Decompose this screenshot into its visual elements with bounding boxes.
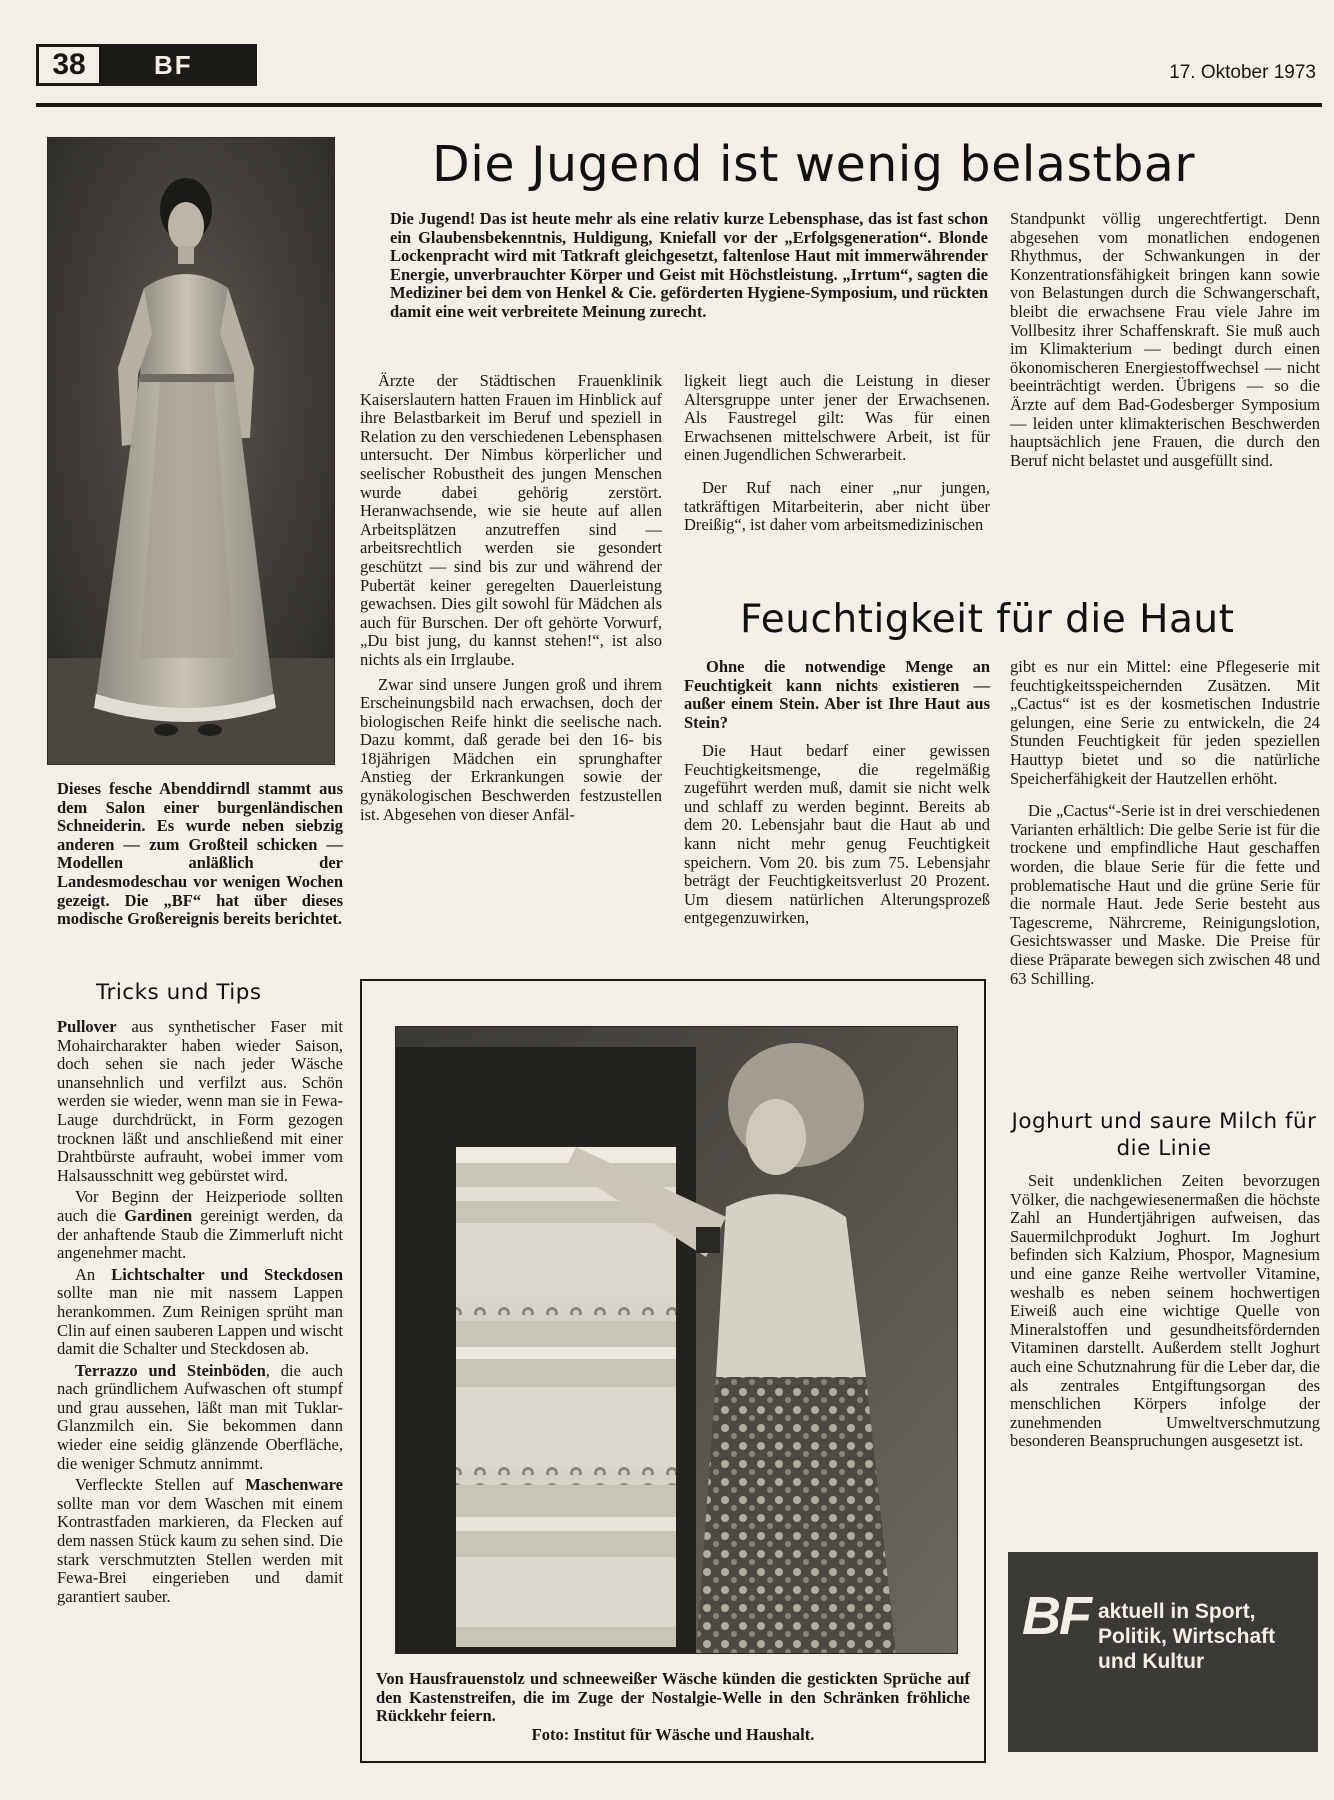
article2-paragraph: Die Haut bedarf einer gewissen Feuchtigkeitsmenge, die regelmäßig zugeführt werden muß, damit sie nicht welk und schlaff zu werden beginnt. Bereits ab dem 20. Lebensjahr baut die Haut ab und kann nicht mehr genug Feuchtigkeit speichern. Vom 20. bis zum 75. Lebensjahr beträgt der Feuchtigkeitsverlust 20 Prozent. Um diesem natürlichen Alterungsprozeß entgegenzuwirken, (684, 741, 990, 928)
bf-advert-box (1008, 1552, 1318, 1752)
article1-paragraph: Ärzte der Städtischen Frauenklinik Kaiserslautern hatten Frauen im Hinblick auf ihre Belastbarkeit im Beruf und speziell in Relation zu den verschiedenen Lebensphasen untersucht. Der Nimbus körperlicher und seelischer Robustheit des jungen Menschen wurde dabei gehörig zerstört. Heranwachsende, wie sie heute auf allen Arbeitsplätzen anzutreffen sind — arbeitsrechtlich werden sie gesondert geschützt — sind bis zur und während der Pubertät keiner geregelten Dauerleistung gewachsen. Dies gilt sowohl für Mädchen als auch für Burschen. Der oft gehörte Vorwurf, „Du bist jung, du kannst stehen!“, ist also nichts als ein Irrglaube. (360, 371, 662, 669)
article1-paragraph: Der Ruf nach einer „nur jungen, tatkräftigen Mitarbeiterin, aber nicht über Dreißig“, ist daher vom arbeitsmedizinischen (684, 477, 990, 535)
article1-column-2 (684, 372, 990, 538)
tip-text: sollte man vor dem Waschen mit einem Kontrastfaden markieren, da Flecken auf dem nassen Stück kaum zu sehen sind. Die stark verschmutzten Stellen werden mit Fewa-Brei eingerieben und damit garantiert sauber. (57, 1493, 343, 1606)
article2-paragraph: gibt es nur ein Mittel: eine Pflegeserie mit feuchtigkeitsspeichernden Zusätzen. Mit „Cactus“ ist es der kosmetischen Industrie gelungen, eine Serie zu entwickeln, die 24 Stunden Feuchtigkeit für jeden speziellen Hauttyp bietet und so die natürliche Speicherfähigkeit der Hautzellen erhöht. (1010, 657, 1320, 788)
tip-pullover (57, 1018, 343, 1185)
header-rule (36, 103, 1322, 107)
article1-paragraph: Zwar sind unsere Jungen groß und ihrem Erscheinungsbild nach erwachsen, doch der biologischen Reife hinkt die seelische nach. Dazu kommt, daß gerade bei den 16- bis 18jährigen Mädchen ein sprunghafter Anstieg der Erkrankungen sowie der gynäkologischen Beschwerden festzustellen ist. Abgesehen von dieser Anfäl- (360, 674, 662, 824)
dirndl-photo-caption: Dieses fesche Abenddirndl stammt aus dem Salon einer burgenländischen Schneiderin. Es wurde neben siebzig anderen — zum Großteil schicken — Modellen anläßlich der Landesmodeschau vor wenigen Wochen gezeigt. Die „BF“ hat über dieses modische Großereignis bereits berichtet. (57, 779, 343, 929)
tip-text: Vor Beginn der Heizperiode sollten auch die (57, 1187, 343, 1225)
bf-advert-text: aktuell in Sport, Politik, Wirtschaft und Kultur (1098, 1600, 1276, 1673)
article1-paragraph: ligkeit liegt auch die Leistung in dieser Altersgruppe unter jener der Erwachsenen. Als Faustregel gilt: Was für einen Erwachsenen mittelschwere Arbeit, ist für einen Jugendlichen Schwerarbeit. (684, 371, 990, 465)
tip-text: An (75, 1264, 112, 1284)
tip-keyword: Terrazzo und Steinböden (75, 1360, 266, 1380)
tip-text: gereinigt werden, da der anhaftende Staub die Zimmerluft nicht angenehmer macht. (57, 1205, 343, 1263)
tip-keyword: Pullover (57, 1017, 117, 1036)
tricks-column (57, 1018, 343, 1609)
tip-text: aus synthetischer Faser mit Mohaircharakter haben wieder Saison, doch sehen sie nach jeder Wäsche unansehnlich und verfilzt aus. Schön werden sie wieder, wenn man sie in Fewa-Lauge durchdrückt, in Form gezogen trocknen läßt und anschließend mit einer Drahtbürste aufrauht, wobei immer vom Halsausschnitt weg gebürstet wird. (57, 1017, 343, 1185)
tip-text: sollte man nie mit nassem Lappen herankommen. Zum Reinigen sprüht man Clin auf einen sauberen Lappen und wischt damit die Schalter und Steckdosen ab. (57, 1283, 343, 1359)
tip-maschenware (57, 1476, 343, 1606)
issue-date: 17. Oktober 1973 (1169, 62, 1316, 83)
linen-photo-caption (376, 1670, 970, 1744)
dirndl-photo (47, 137, 335, 765)
article3-column (1010, 1172, 1320, 1454)
article2-lead (684, 658, 990, 732)
article2-paragraph: Die „Cactus“-Serie ist in drei verschiedenen Varianten erhältlich: Die gelbe Serie ist für die trockene und empfindliche Haut geschaffen worden, die blaue Serie für die fette und problematische Haut und die grüne Serie für die normale Haut. Jede Serie besteht aus Tagescreme, Nährcreme, Reinigungslotion, Gesichtswasser und Maske. Die Preise für diese Präparate bewegen sich zwischen 48 und 63 Schilling. (1010, 801, 1320, 988)
article2-lead-text: Ohne die notwendige Menge an Feuchtigkeit kann nichts existieren — außer einem Stein. Aber ist Ihre Haut aus Stein? (684, 657, 990, 732)
tip-text: Verfleckte Stellen auf (75, 1475, 246, 1495)
article1-lead-text: Die Jugend! Das ist heute mehr als eine relativ kurze Lebensphase, das ist fast schon ein Glaubensbekenntnis, Huldigung, Kniefall vor der „Erfolgsgeneration“. Blonde Lockenpracht wird mit Tatkraft gleichgesetzt, faltenlose Haut mit immerwährender Energie, unverbrauchter Körper und Geist mit Höchstleistung. „Irrtum“, sagten die Mediziner bei dem von Henkel & Cie. geförderten Hygiene-Symposium, und rückten damit eine weit verbreitete Meinung zurecht. (390, 209, 988, 321)
linen-cupboard-illustration (396, 1027, 958, 1654)
main-headline: Die Jugend ist wenig belastbar (432, 136, 1195, 193)
article1-paragraph: Standpunkt völlig ungerechtfertigt. Denn abgesehen vom monatlichen endogenen Rhythmus, der Schwankungen in der Konzentrationsfähigkeit bringen kann sowie von Belastungen durch die Schwangerschaft, bleibt die erwachsene Frau viele Jahre im Vollbesitz ihrer Schaffenskraft. Sie muß auch im Klimakterium — bedingt durch einen ökonomischeren Energiestoffwechsel — nicht beeinträchtigt werden. Übrigens — so die Ärzte auf dem Bad-Godesberger Symposium — leiden unter klimakterischen Beschwerden hauptsächlich jene Frauen, die durch den Beruf nicht belastet und ausgefüllt sind. (1010, 209, 1320, 470)
article2-column-2 (1010, 658, 1320, 991)
tip-terrazzo (57, 1362, 343, 1474)
article3-paragraph: Seit undenklichen Zeiten bevorzugen Völker, die nachgewiesenermaßen die höchste Zahl an Hundertjährigen aufweisen, das Sauermilchprodukt Joghurt. Im Joghurt befinden sich Kalzium, Phospor, Magnesium und eine ganze Reihe wertvoller Vitamine, weshalb es neben seinem hochwertigen Eiweiß auch eine wichtige Quelle von Mineralstoffen und gesundheitsfördernden Vitaminen darstellt. Außerdem stellt Joghurt auch eine Schutznahrung für die Leber dar, die als zentrales Entgiftungsorgan des menschlichen Körpers infolge der zunehmenden Umweltverschmutzung besonderen Beanspruchungen ausgesetzt ist. (1010, 1171, 1320, 1451)
article1-column-1 (360, 372, 662, 827)
linen-cupboard-photo (395, 1026, 958, 1654)
dirndl-illustration (48, 138, 335, 765)
publication-banner: BF (102, 44, 257, 86)
bf-advert-logo: BF (1022, 1586, 1090, 1646)
tip-text: , die auch nach gründlichem Aufwaschen oft stumpf und grau aussehen, läßt man mit Tuklar-Glanzmilch ein. Sie bekommen dann wieder eine seidig glänzende Oberfläche, die weniger Schmutz annimmt. (57, 1360, 343, 1473)
tricks-heading: Tricks und Tips (96, 980, 262, 1005)
page-number: 38 (36, 44, 102, 86)
linen-photo-caption-text: Von Hausfrauenstolz und schneeweißer Wäsche künden die gestickten Sprüche auf den Kastenstreifen, die im Zuge der Nostalgie-Welle in den Schränken fröhliche Rückkehr feiern. (376, 1669, 970, 1726)
tip-keyword: Gardinen (124, 1205, 193, 1225)
tip-gardinen (57, 1188, 343, 1262)
joghurt-headline: Joghurt und saure Milch für die Linie (1011, 1109, 1317, 1161)
tip-keyword: Lichtschalter und Steckdosen (111, 1264, 343, 1284)
tip-keyword: Maschenware (245, 1475, 343, 1495)
feuchtigkeit-headline: Feuchtigkeit für die Haut (740, 597, 1235, 642)
article1-lead (390, 210, 988, 322)
article2-column-1 (684, 742, 990, 931)
tip-lichtschalter (57, 1266, 343, 1359)
article1-column-3 (1010, 210, 1320, 473)
photo-credit: Foto: Institut für Wäsche und Haushalt. (531, 1724, 815, 1744)
